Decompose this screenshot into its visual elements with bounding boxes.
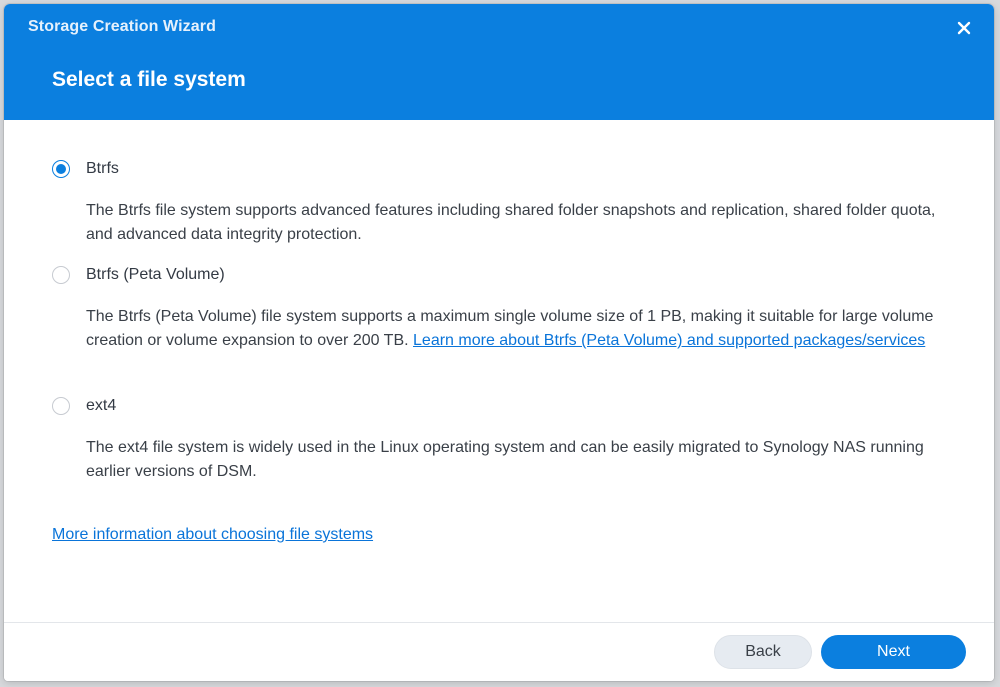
more-info-file-systems-link[interactable]: More information about choosing file systems <box>52 526 374 543</box>
back-button[interactable]: Back <box>714 635 812 669</box>
window-title: Storage Creation Wizard <box>28 18 216 35</box>
ext4-radio[interactable] <box>52 397 70 415</box>
btrfs-peta-volume-label: Btrfs (Peta Volume) <box>86 266 225 283</box>
file-system-options <box>4 120 994 622</box>
ext4-description: The ext4 file system is widely used in the Linux operating system and can be easily migrated to Synology NAS running earlier versions of DSM. <box>86 439 924 480</box>
close-icon <box>952 16 976 40</box>
close-button[interactable] <box>952 16 976 40</box>
wizard-header <box>4 4 994 120</box>
wizard-footer <box>4 622 994 681</box>
learn-more-peta-volume-link[interactable]: Learn more about Btrfs (Peta Volume) and supported packages/services <box>413 332 926 349</box>
btrfs-peta-volume-description-text: The Btrfs (Peta Volume) file system supports a maximum single volume size of 1 PB, making it suitable for large volume creation or volume expansion to over 200 TB. <box>86 308 934 349</box>
btrfs-description: The Btrfs file system supports advanced features including shared folder snapshots and replication, shared folder quota, and advanced data integrity protection. <box>86 202 936 243</box>
page-title: Select a file system <box>52 68 246 91</box>
ext4-label: ext4 <box>86 397 117 414</box>
btrfs-peta-volume-radio[interactable] <box>52 266 70 284</box>
option-btrfs-peta-volume[interactable] <box>52 266 225 284</box>
btrfs-peta-volume-description <box>86 305 966 353</box>
option-btrfs[interactable] <box>52 160 119 178</box>
next-button[interactable]: Next <box>821 635 966 669</box>
storage-creation-wizard-dialog <box>4 4 994 681</box>
option-ext4[interactable] <box>52 397 116 415</box>
btrfs-label: Btrfs <box>86 160 119 177</box>
btrfs-radio[interactable] <box>52 160 70 178</box>
